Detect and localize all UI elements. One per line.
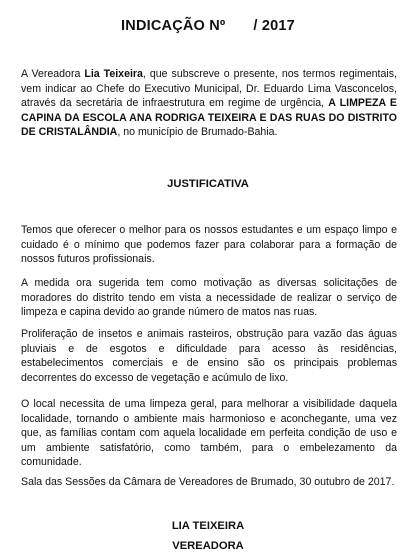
intro-text-3: , no município de Brumado-Bahia.	[117, 126, 278, 138]
document-title	[0, 18, 416, 34]
intro-paragraph	[21, 67, 397, 140]
justification-paragraph-4: O local necessita de uma limpeza geral, para melhorar a visibilidade daquela localidade, tornando o ambiente mais harmonioso e aconchegante, uma vez que, as famílias contam com aquela localidade em perfeita condição de uso e um ambiente satisfatório, como também, para o embelezamento da comunidade.	[21, 398, 397, 468]
signature-name: LIA TEIXEIRA	[171, 520, 245, 532]
justification-paragraph-1: Temos que oferecer o melhor para os nossos estudantes e um espaço limpo e cuidado é o mínimo que podemos fazer para colaborar para a formação de nossos futuros profissionais.	[21, 224, 397, 265]
justification-heading: JUSTIFICATIVA	[167, 178, 249, 190]
justification-paragraph-3: Proliferação de insetos e animais rasteiros, obstrução para vazão das águas pluviais e de esgotos e dificuldade para acesso às residências, estabelecimentos comerciais e de ensino são os principais problemas decorrentes do excesso de vegetação e acúmulo de lixo.	[21, 328, 397, 384]
request-highlight: A LIMPEZA E CAPINA DA ESCOLA ANA RODRIGA TEIXEIRA E DAS RUAS DO DISTRITO DE CRISTALÂNDIA	[21, 97, 397, 138]
session-date-line: Sala das Sessões da Câmara de Vereadores de Brumado, 30 outubro de 2017.	[21, 476, 395, 488]
title-prefix: INDICAÇÃO Nº	[121, 18, 226, 34]
title-year: / 2017	[253, 18, 295, 34]
intro-text-2: , que subscreve o presente, nos termos regimentais, vem indicar ao Chefe do Executivo Municipal, Dr. Eduardo Lima Vasconcelos, através da secretária de infraestrutura em regime de urgência,	[21, 68, 397, 109]
author-name: Lia Teixeira	[84, 68, 143, 80]
justification-paragraph-2: A medida ora sugerida tem como motivação as diversas solicitações de moradores do distrito tendo em vista a necessidade de realizar o serviço de limpeza e capina devido ao grande número de matos nas ruas.	[21, 277, 397, 318]
signature-role: VEREADORA	[172, 540, 244, 552]
intro-text-1: A Vereadora	[21, 68, 85, 80]
